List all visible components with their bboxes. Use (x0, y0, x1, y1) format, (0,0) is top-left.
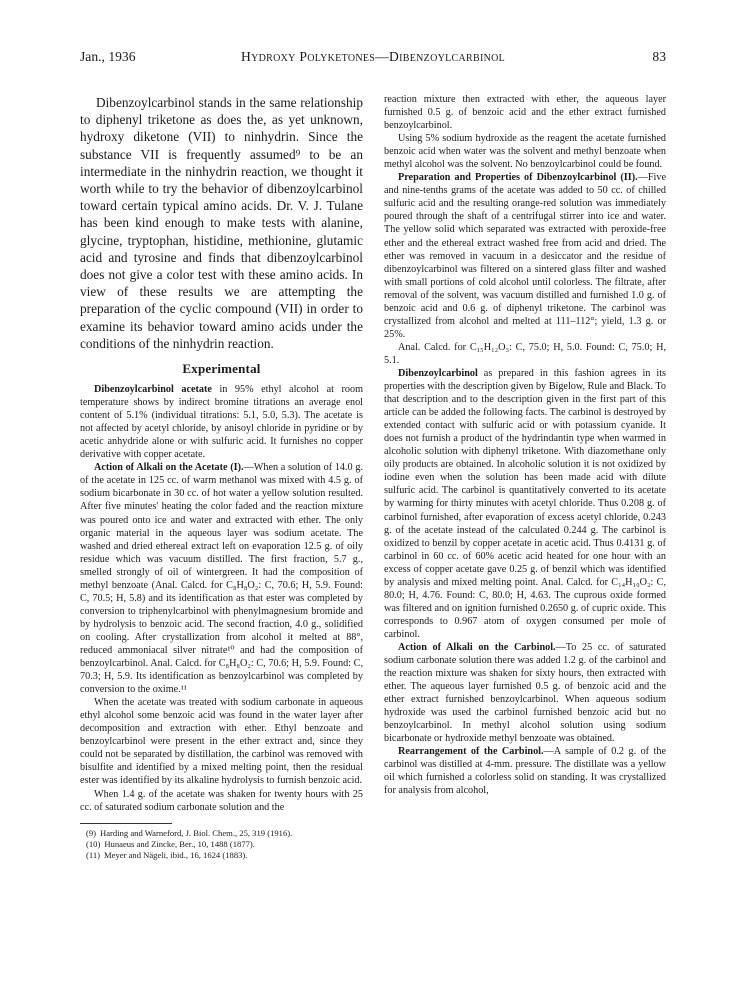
paragraph-continued: reaction mixture then extracted with ether, the aqueous layer furnished 0.5 g. of benzoic acid and the ether extract furnished benzoylcarbinol. (384, 94, 666, 132)
paragraph-text: —When a solution of 14.0 g. of the acetate in 125 cc. of warm methanol was mixed with 4.5 g. of sodium bicarbonate in 30 cc. of hot water a yellow solution resulted. After five minutes' heating the color faded and the reaction mixture was poured onto ice and water and extracted with ether. The only organic material in the aqueous layer was sodium acetate. The washed and dried ethereal extract left on evaporation 12.5 g. of oily residue which was vacuum distilled. The first fraction, 5.7 g., smelled strongly of oil of wintergreen. It had the composition of methyl benzoate (Anal. Calcd. for C₈H₈O₂: C, 70.6; H, 5.9. Found: C, 70.5; H, 5.8) and its identification as that ester was completed by conversion to triphenylcarbinol with phenylmagnesium bromide and by hydrolysis to benzoic acid. The second fraction, 4.0 g., solidified on cooling. After crystallization from alcohol it melted at 88°, reduced ammoniacal silver nitrate¹⁰ and had the composition of benzoylcarbinol. Anal. Calcd. for C₈H₈O₂: C, 70.6; H, 5.9. Found: C, 70.3; H, 5.9. Its identification as benzoylcarbinol was completed by conversion to the oxime.¹¹ (80, 462, 363, 696)
footnote-index: (9) (86, 827, 97, 838)
running-head (80, 48, 666, 66)
footnote-index: (11) (86, 850, 100, 860)
footnote (86, 828, 363, 839)
paragraph-alkali-carbinol (384, 641, 666, 745)
footnote-divider (80, 823, 172, 824)
right-column (384, 93, 666, 798)
footnote-index: (10) (86, 838, 101, 849)
paragraph-heading: Dibenzoylcarbinol acetate (94, 384, 212, 396)
paragraph-heading: Action of Alkali on the Carbinol. (398, 641, 556, 653)
footnote (86, 839, 363, 850)
intro-paragraph: Dibenzoylcarbinol stands in the same relationship to diphenyl triketone as does the, as yet unknown, hydroxy diketone (VII) to ninhydrin. Since the substance VII is frequently assumed⁹ to be an intermediate in the ninhydrin reaction, we thought it worth while to try the behavior of dibenzoylcarbinol toward certain typical amino acids. Dr. V. J. Tulane has been kind enough to make tests with alanine, glycine, tryptophan, histidine, methionine, glutamic acid and tyrosine and finds that dibenzoylcarbinol does not give a color test with these amino acids. In view of these results we are attempting the preparation of the cyclic compound (VII) in order to examine its behavior toward amino acids under the conditions of the ninhydrin reaction. (80, 95, 363, 351)
paragraph-alkali-acetate (80, 461, 363, 696)
paragraph-text: —Five and nine-tenths grams of the acetate was added to 50 cc. of chilled sulfuric acid and the resulting orange-red solution was immediately poured through the shaft of a centrifugal stirrer into ice and water. The yellow solid which separated was extracted with peroxide-free ether and the ethereal extract washed free from acid and dried. The ether was removed in vacuum in a desiccator and the residue of dibenzoylcarbinol was filtered on a sintered glass filter and washed with small portions of cold alcohol until colorless. The filtrate, after removal of the solvent, was vacuum distilled and furnished 1.0 g. of benzoic acid and 0.6 g. of diphenyl triketone. The carbinol was crystallized from alcohol and melted at 111–112°; yield, 1.3 g. or 25%. (384, 172, 666, 340)
paragraph-heading: Action of Alkali on the Acetate (I). (94, 462, 244, 474)
left-column (80, 94, 363, 861)
footnote (86, 850, 363, 861)
paragraph-heading: Rearrangement of the Carbinol. (398, 746, 544, 758)
paragraph-rearrangement (384, 745, 666, 797)
paragraph-properties (384, 367, 666, 641)
section-heading-experimental: Experimental (182, 361, 261, 377)
paragraph-shaken: When 1.4 g. of the acetate was shaken for twenty hours with 25 cc. of saturated sodium carbonate solution and the (80, 788, 363, 813)
paragraph-sodium-carbonate: When the acetate was treated with sodium carbonate in aqueous ethyl alcohol some benzoic acid was found in the water layer after decomposition and extraction with ether. Ethyl benzoate and benzoylcarbinol were present in the ether extract and, since they could not be separated by distillation, the carbinol was removed with bisulfite and identified by a mixed melting point, then the residual ester was identified by its alkaline hydrolysis to furnish benzoic acid. (80, 697, 363, 787)
paragraph-acetate (80, 383, 363, 461)
paragraph-analysis: Anal. Calcd. for C₁₅H₁₂O₃: C, 75.0; H, 5.0. Found: C, 75.0; H, 5.1. (384, 341, 666, 366)
paragraph-text: —To 25 cc. of saturated sodium carbonate solution there was added 1.2 g. of the carbinol and the reaction mixture was shaken for sixty hours, then extracted with ether. The aqueous layer furnished 0.5 g. of benzoic acid and the ether extract furnished benzoylcarbinol. When aqueous sodium hydroxide was used the carbinol furnished benzoic acid but no benzoylcarbinol. In methyl alcohol solution using sodium bicarbonate or hydroxide methyl benzoate was obtained. (384, 641, 666, 745)
issue-date: Jan., 1936 (80, 49, 136, 64)
paragraph-heading: Preparation and Properties of Dibenzoylcarbinol (II). (398, 172, 638, 184)
page-number: 83 (652, 49, 666, 64)
paragraph-sodium-hydroxide: Using 5% sodium hydroxide as the reagent the acetate furnished benzoic acid when water was the solvent and methyl benzoate when methyl alcohol was the solvent. No benzoylcarbinol could be found. (384, 133, 666, 171)
paragraph-preparation (384, 171, 666, 341)
footnote-text: Harding and Warneford, J. Biol. Chem., 25, 319 (1916). (100, 827, 293, 838)
footnote-text: Meyer and Nägeli, ibid., 16, 1624 (1883). (104, 850, 248, 860)
paragraph-heading: Dibenzoylcarbinol (398, 367, 478, 379)
running-title: Hydroxy Polyketones—Dibenzoylcarbinol (240, 49, 506, 64)
paragraph-text: in 95% ethyl alcohol at room temperature shows by indirect bromine titrations an average enol content of 5.1% (individual titrations: 5.1, 5.0, 5.3). The acetate is not affected by acetyl chloride, by anisoyl chloride in pyridine or by acetic anhydride alone or with sulfuric acid. It furnishes no copper derivative with copper acetate. (80, 384, 363, 461)
paragraph-text: as prepared in this fashion agrees in its properties with the description given by Bigelow, Rule and Black. To that description and to the description given in the first part of this article can be added the following facts. The carbinol is destroyed by extended contact with sulfuric acid or with potassium cyanide. It does not furnish a product of the hydrindantin type when warmed in alcoholic solution with diphenyl triketone. With diazomethane only oily products are obtained. In alcoholic solution it is not oxidized by iodine even when the solution has been made acid with dilute sulfuric acid. The carbinol is quantitatively converted to its acetate by warming for thirty minutes with acetyl chloride. Thus 0.208 g. of carbinol furnished, after evaporation of excess acetyl chloride, 0.243 g. of the acetate instead of the calculated 0.244 g. The carbinol is oxidized to benzil by copper acetate in acetic acid. Thus 0.4131 g. of carbinol in 60 cc. of 60% acetic acid heated for one hour with an excess of copper acetate gave 0.25 g. of benzil which was identified by analysis and mixed melting point. Anal. Calcd. for C₁₄H₁₀O₂: C, 80.0; H, 4.76. Found: C, 80.0; H, 4.63. The cuprous oxide formed was filtered and on ignition furnished 0.2650 g. of cupric oxide. This corresponds to 0.967 atom of oxygen consumed per mole of carbinol. (384, 367, 666, 640)
paragraph-text: —A sample of 0.2 g. of the carbinol was distilled at 4-mm. pressure. The distillate was a yellow oil which furnished a colorless solid on standing. It was crystallized for analysis from alcohol, (384, 746, 666, 797)
footnote-text: Hunaeus and Zincke, Ber., 10, 1488 (1877). (104, 838, 255, 849)
